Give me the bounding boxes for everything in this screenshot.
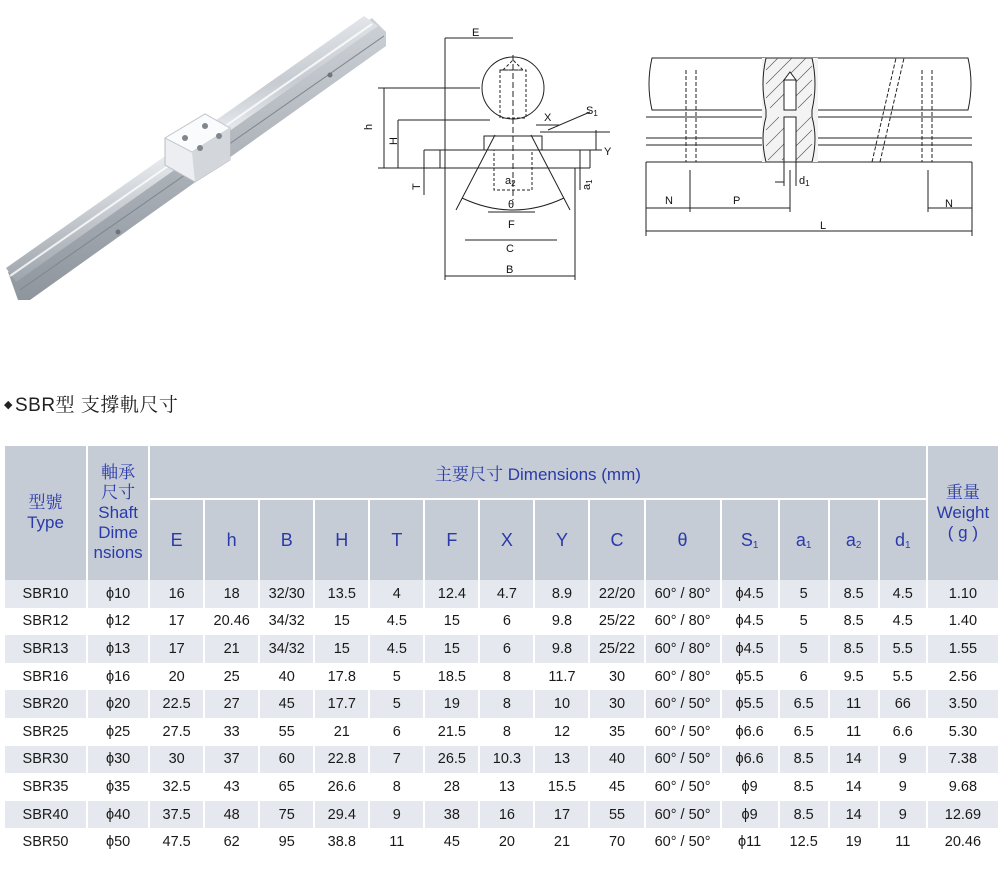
table-cell: 7.38 [928,746,1000,774]
table-cell: 32/30 [260,580,315,608]
table-cell: ϕ9 [722,801,780,829]
table-cell: 20.46 [205,608,260,636]
diamond-bullet-icon: ◆ [4,399,13,411]
header-shaft-dimensions: 軸承 尺寸 Shaft Dime nsions [88,446,150,580]
table-cell: ϕ10 [88,580,150,608]
table-cell: 19 [425,690,480,718]
table-cell: SBR12 [5,608,88,636]
table-cell: 28 [425,773,480,801]
table-row [5,635,1000,663]
col-header-d1: $d_1$ [880,500,928,580]
table-cell: 4.5 [880,580,928,608]
table-cell: 8.5 [780,801,830,829]
table-cell: 38 [425,801,480,829]
table-cell: 43 [205,773,260,801]
table-cell: ϕ12 [88,608,150,636]
table-cell: 4.5 [370,635,425,663]
table-cell: 55 [590,801,645,829]
table-cell: 30 [150,746,205,774]
header-weight: 重量 Weight ( g ) [928,446,1000,580]
table-row [5,580,1000,608]
table-cell: 2.56 [928,663,1000,691]
table-cell: 16 [480,801,535,829]
table-cell: 6 [780,663,830,691]
table-cell: 1.40 [928,608,1000,636]
table-cell: 32.5 [150,773,205,801]
table-cell: 22.8 [315,746,370,774]
table-cell: 70 [590,828,645,856]
table-cell: ϕ50 [88,828,150,856]
label-E: E [472,27,480,39]
table-cell: 9 [880,801,928,829]
col-header: θ [646,500,722,580]
table-cell: 16 [150,580,205,608]
table-cell: 18.5 [425,663,480,691]
col-header: T [370,500,425,580]
table-cell: 14 [830,801,880,829]
table-cell: ϕ4.5 [722,580,780,608]
table-cell: 9.68 [928,773,1000,801]
table-row [5,608,1000,636]
table-cell: 9 [880,746,928,774]
table-cell: 19 [830,828,880,856]
table-cell: 13 [480,773,535,801]
table-cell: 37 [205,746,260,774]
table-cell: 12.69 [928,801,1000,829]
table-cell: ϕ25 [88,718,150,746]
table-cell: 9.8 [535,635,590,663]
table-cell: 1.55 [928,635,1000,663]
table-cell: ϕ4.5 [722,635,780,663]
table-cell: 45 [260,690,315,718]
table-cell: 55 [260,718,315,746]
product-photo [0,10,390,305]
label-a1: a1 [581,179,594,190]
table-cell: ϕ9 [722,773,780,801]
cross-section-diagram [360,20,610,285]
label-N-left: N [665,195,673,207]
table-cell: 20 [480,828,535,856]
table-cell: 9 [880,773,928,801]
table-row [5,801,1000,829]
table-cell: 60° / 50° [646,773,722,801]
table-cell: 66 [880,690,928,718]
table-cell: 9.8 [535,608,590,636]
table-cell: 60° / 80° [646,580,722,608]
table-cell: 1.10 [928,580,1000,608]
table-row [5,718,1000,746]
header-dimensions: 主要尺寸 Dimensions (mm) [150,446,928,500]
table-cell: 15 [425,608,480,636]
table-cell: SBR30 [5,746,88,774]
col-header: Y [535,500,590,580]
table-cell: 10.3 [480,746,535,774]
table-cell: 34/32 [260,608,315,636]
table-cell: ϕ11 [722,828,780,856]
label-X: X [544,112,552,124]
table-cell: 8 [370,773,425,801]
table-cell: 14 [830,746,880,774]
label-Y: Y [604,146,612,158]
table-cell: 9 [370,801,425,829]
table-cell: 35 [590,718,645,746]
table-row [5,828,1000,856]
table-cell: 9.5 [830,663,880,691]
table-cell: ϕ40 [88,801,150,829]
table-cell: 8.5 [830,635,880,663]
table-cell: 8.5 [780,773,830,801]
table-cell: 95 [260,828,315,856]
table-cell: ϕ35 [88,773,150,801]
table-cell: 34/32 [260,635,315,663]
table-cell: 45 [590,773,645,801]
label-P: P [733,195,741,207]
table-cell: SBR10 [5,580,88,608]
table-cell: 26.6 [315,773,370,801]
table-cell: 45 [425,828,480,856]
table-cell: 25 [205,663,260,691]
table-cell: 60° / 80° [646,608,722,636]
table-cell: 8.5 [780,746,830,774]
table-row [5,663,1000,691]
table-cell: SBR25 [5,718,88,746]
table-cell: 5.30 [928,718,1000,746]
table-cell: 6 [370,718,425,746]
table-cell: 17 [150,635,205,663]
table-cell: 11 [880,828,928,856]
table-cell: SBR40 [5,801,88,829]
table-cell: 5.5 [880,635,928,663]
table-cell: 15 [315,635,370,663]
table-cell: 12 [535,718,590,746]
label-theta: θ [508,199,515,211]
table-cell: 5 [780,580,830,608]
col-header-s1: $S_1$ [722,500,780,580]
table-cell: 25/22 [590,608,645,636]
table-cell: 3.50 [928,690,1000,718]
label-C: C [506,243,514,255]
label-L: L [820,220,827,232]
col-header: B [260,500,315,580]
dimensions-table [5,446,1000,856]
label-F: F [508,219,515,231]
table-cell: ϕ4.5 [722,608,780,636]
table-cell: 27 [205,690,260,718]
table-cell: 18 [205,580,260,608]
table-cell: 17 [535,801,590,829]
table-cell: 29.4 [315,801,370,829]
table-cell: 5 [780,635,830,663]
table-cell: 17 [150,608,205,636]
label-H: H [388,137,400,145]
table-cell: 6.6 [880,718,928,746]
table-cell: 4.5 [370,608,425,636]
table-body [5,580,1000,856]
table-cell: ϕ6.6 [722,718,780,746]
table-cell: 8 [480,663,535,691]
table-cell: 17.8 [315,663,370,691]
header-type: 型號 Type [5,446,88,580]
table-cell: 20.46 [928,828,1000,856]
table-cell: 15 [315,608,370,636]
table-cell: 8.9 [535,580,590,608]
table-cell: 75 [260,801,315,829]
table-cell: 8 [480,718,535,746]
table-cell: 60° / 80° [646,635,722,663]
table-row [5,773,1000,801]
col-header: H [315,500,370,580]
table-cell: 30 [590,690,645,718]
table-cell: 7 [370,746,425,774]
table-row [5,690,1000,718]
table-row [5,746,1000,774]
table-cell: 21.5 [425,718,480,746]
table-cell: SBR13 [5,635,88,663]
table-cell: 27.5 [150,718,205,746]
label-B: B [506,264,514,276]
table-cell: 47.5 [150,828,205,856]
section-title-text: SBR型 支撐軌尺寸 [14,395,179,416]
table-cell: 11 [830,718,880,746]
table-cell: 22.5 [150,690,205,718]
table-cell: ϕ30 [88,746,150,774]
table-cell: 33 [205,718,260,746]
table-cell: 13 [535,746,590,774]
label-N-right: N [945,198,953,210]
table-cell: SBR16 [5,663,88,691]
table-cell: 12.5 [780,828,830,856]
side-view-diagram [640,45,980,240]
table-cell: 15 [425,635,480,663]
col-header: E [150,500,205,580]
table-cell: 6.5 [780,718,830,746]
table-cell: 65 [260,773,315,801]
section-title [4,390,178,417]
table-cell: 60° / 50° [646,690,722,718]
table-cell: 11.7 [535,663,590,691]
col-header-a2: $a_2$ [830,500,880,580]
dimension-column-headers [5,500,1000,580]
table-cell: 21 [535,828,590,856]
table-cell: 13.5 [315,580,370,608]
table-cell: SBR50 [5,828,88,856]
table-cell: 15.5 [535,773,590,801]
label-d1: d1 [799,175,810,188]
table-cell: 40 [590,746,645,774]
col-header: h [205,500,260,580]
table-cell: 30 [590,663,645,691]
table-cell: 4.5 [880,608,928,636]
label-h: h [363,123,375,130]
table-cell: 4.7 [480,580,535,608]
table-cell: 11 [370,828,425,856]
table-cell: 60° / 50° [646,718,722,746]
label-T: T [411,183,423,190]
table-cell: 62 [205,828,260,856]
table-cell: 10 [535,690,590,718]
table-cell: 8.5 [830,608,880,636]
table-cell: SBR35 [5,773,88,801]
table-cell: 17.7 [315,690,370,718]
table-cell: 14 [830,773,880,801]
table-cell: 12.4 [425,580,480,608]
table-cell: 22/20 [590,580,645,608]
table-cell: 5 [370,663,425,691]
table-cell: ϕ16 [88,663,150,691]
table-cell: 20 [150,663,205,691]
table-cell: 40 [260,663,315,691]
table-cell: ϕ5.5 [722,663,780,691]
table-cell: ϕ6.6 [722,746,780,774]
table-cell: 8.5 [830,580,880,608]
table-cell: 6.5 [780,690,830,718]
table-cell: 5.5 [880,663,928,691]
table-cell: 4 [370,580,425,608]
table-cell: ϕ20 [88,690,150,718]
col-header: X [480,500,535,580]
table-cell: 60° / 50° [646,828,722,856]
table-cell: 8 [480,690,535,718]
table-cell: 26.5 [425,746,480,774]
table-cell: 6 [480,608,535,636]
table-cell: SBR20 [5,690,88,718]
table-cell: 37.5 [150,801,205,829]
label-a2: a2 [505,175,516,188]
table-cell: 38.8 [315,828,370,856]
col-header: C [590,500,645,580]
table-cell: 5 [780,608,830,636]
table-cell: 21 [315,718,370,746]
label-S1: S1 [586,105,598,118]
table-cell: 60° / 80° [646,663,722,691]
table-cell: ϕ13 [88,635,150,663]
col-header: F [425,500,480,580]
table-cell: 48 [205,801,260,829]
table-cell: 60° / 50° [646,801,722,829]
table-cell: 11 [830,690,880,718]
table-cell: 6 [480,635,535,663]
table-cell: 25/22 [590,635,645,663]
table-cell: 5 [370,690,425,718]
table-cell: 21 [205,635,260,663]
table-cell: ϕ5.5 [722,690,780,718]
col-header-a1: $a_1$ [780,500,830,580]
table-cell: 60 [260,746,315,774]
table-cell: 60° / 50° [646,746,722,774]
